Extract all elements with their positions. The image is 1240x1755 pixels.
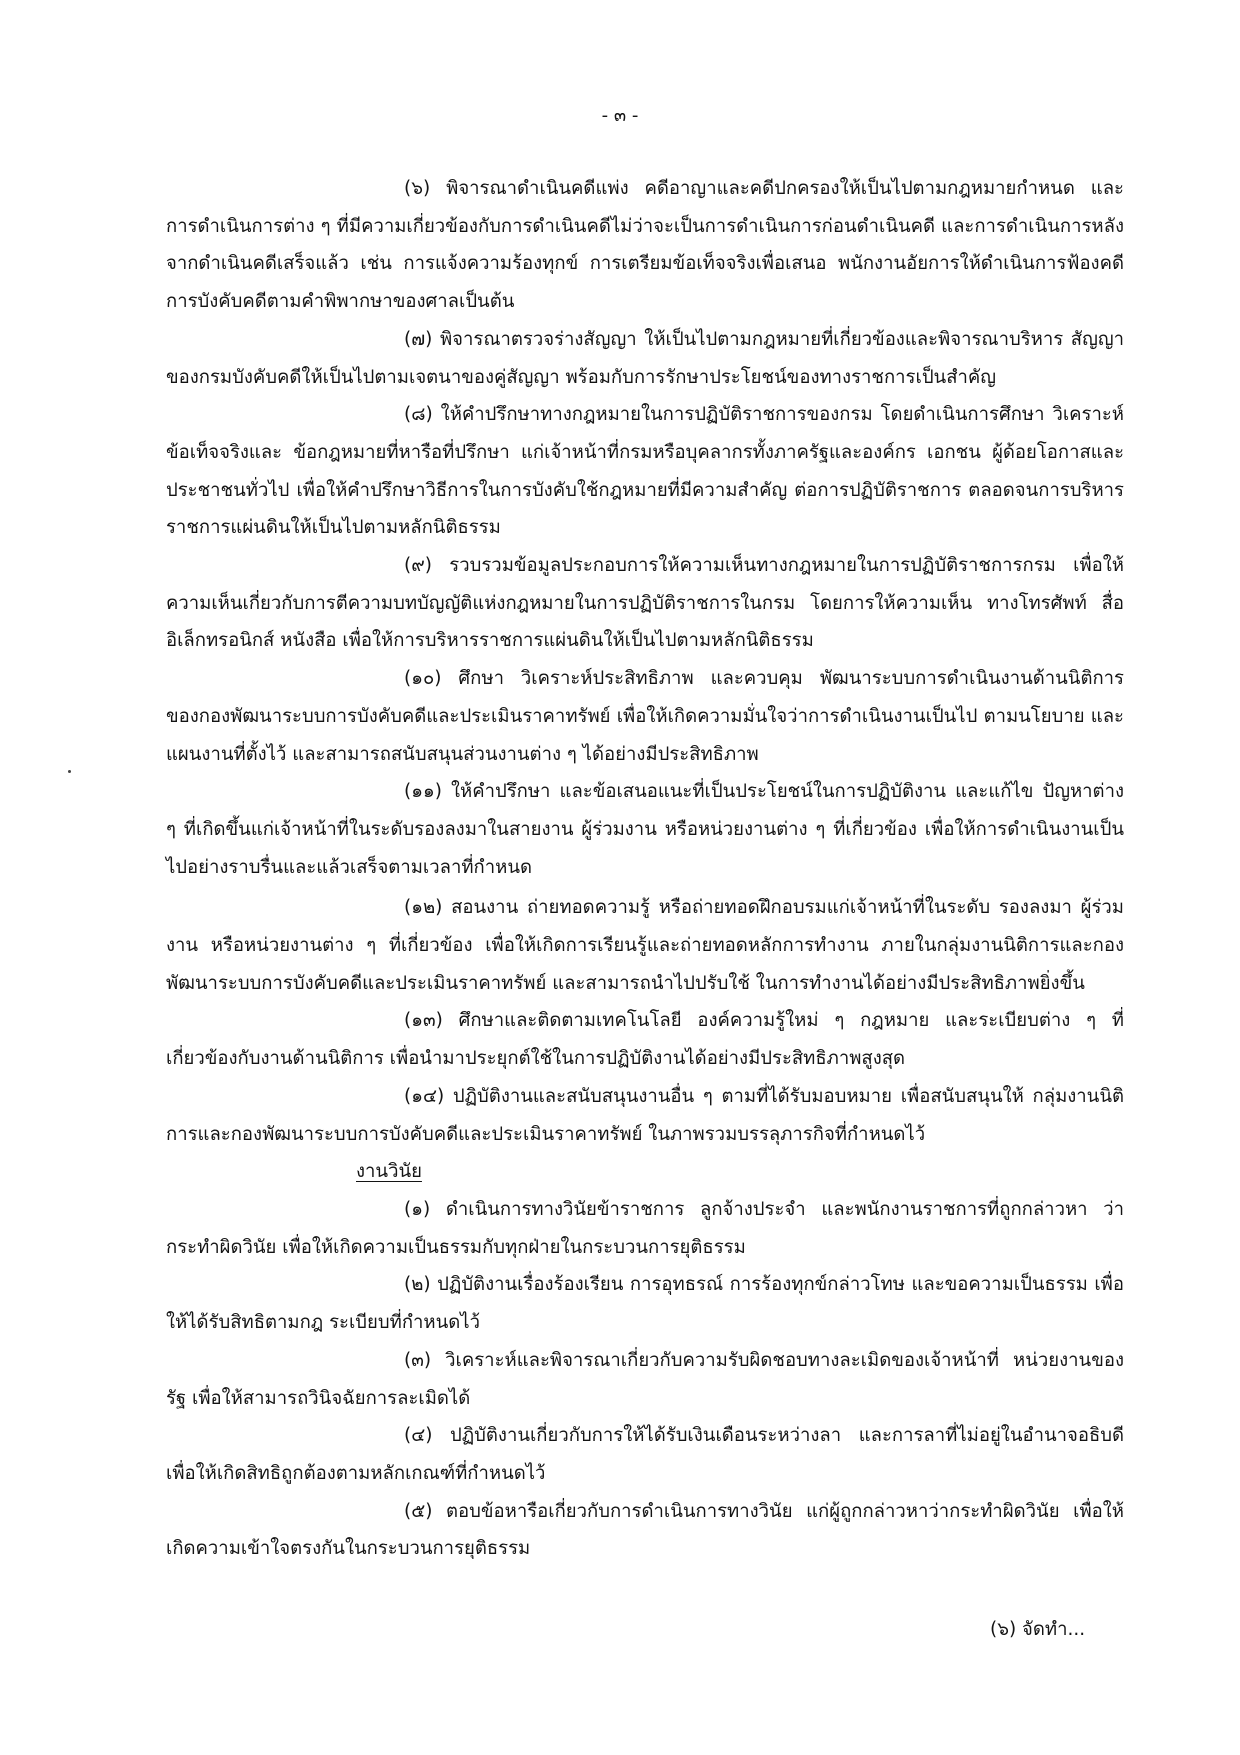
continuation-marker: (๖) จัดทำ... <box>990 1619 1086 1640</box>
document-body <box>166 170 1124 1568</box>
list-item: (๓) วิเคราะห์และพิจารณาเกี่ยวกับความรับผิดชอบทางละเมิดของเจ้าหน้าที่ หน่วยงานของรัฐ เพื่อให้สามารถวินิจฉัยการละเมิดได้ <box>166 1349 1124 1409</box>
list-item: (๗) พิจารณาตรวจร่างสัญญา ให้เป็นไปตามกฎหมายที่เกี่ยวข้องและพิจารณาบริหาร สัญญาของกรมบังคับคดีให้เป็นไปตามเจตนาของคู่สัญญา พร้อมกับการรักษาประโยชน์ของทางราชการเป็นสำคัญ <box>166 328 1124 388</box>
list-item: (๕) ตอบข้อหารือเกี่ยวกับการดำเนินการทางวินัย แก่ผู้ถูกกล่าวหาว่ากระทำผิดวินัย เพื่อให้เกิดความเข้าใจตรงกันในกระบวนการยุติธรรม <box>166 1500 1124 1560</box>
list-item: (๙) รวบรวมข้อมูลประกอบการให้ความเห็นทางกฎหมายในการปฏิบัติราชการกรม เพื่อให้ความเห็นเกี่ยวกับการตีความบทบัญญัติแห่งกฎหมายในการปฏิบัติราชการในกรม โดยการให้ความเห็น ทางโทรศัพท์ สื่ออิเล็กทรอนิกส์ หนังสือ เพื่อให้การบริหารราชการแผ่นดินให้เป็นไปตามหลักนิติธรรม <box>166 555 1124 652</box>
list-item: (๔) ปฏิบัติงานเกี่ยวกับการให้ได้รับเงินเดือนระหว่างลา และการลาที่ไม่อยู่ในอำนาจอธิบดี เพื่อให้เกิดสิทธิถูกต้องตามหลักเกณฑ์ที่กำหนดไว้ <box>166 1425 1124 1484</box>
scan-speck <box>68 770 71 773</box>
list-item: (๑๓) ศึกษาและติดตามเทคโนโลยี องค์ความรู้ใหม่ ๆ กฎหมาย และระเบียบต่าง ๆ ที่เกี่ยวข้องกับงานด้านนิติการ เพื่อนำมาประยุกต์ใช้ในการปฏิบัติงานได้อย่างมีประสิทธิภาพสูงสุด <box>166 1010 1124 1070</box>
list-item: (๒) ปฏิบัติงานเรื่องร้องเรียน การอุทธรณ์ การร้องทุกข์กล่าวโทษ และขอความเป็นธรรม เพื่อให้ได้รับสิทธิตามกฎ ระเบียบที่กำหนดไว้ <box>166 1274 1124 1334</box>
list-item: (๑๔) ปฏิบัติงานและสนับสนุนงานอื่น ๆ ตามที่ได้รับมอบหมาย เพื่อสนับสนุนให้ กลุ่มงานนิติการและกองพัฒนาระบบการบังคับคดีและประเมินราคาทรัพย์ ในภาพรวมบรรลุภารกิจที่กำหนดไว้ <box>166 1085 1124 1145</box>
list-item: (๘) ให้คำปรึกษาทางกฎหมายในการปฏิบัติราชการของกรม โดยดำเนินการศึกษา วิเคราะห์ข้อเท็จจริงและ ข้อกฎหมายที่หารือที่ปรึกษา แก่เจ้าหน้าที่กรมหรือบุคลากรทั้งภาครัฐและองค์กร เอกชน ผู้ด้อยโอกาสและประชาชนทั่วไป เพื่อให้คำปรึกษาวิธีการในการบังคับใช้กฎหมายที่มีความสำคัญ ต่อการปฏิบัติราชการ ตลอดจนการบริหารราชการแผ่นดินให้เป็นไปตามหลักนิติธรรม <box>166 404 1124 539</box>
list-item: (๑๐) ศึกษา วิเคราะห์ประสิทธิภาพ และควบคุม พัฒนาระบบการดำเนินงานด้านนิติการ ของกองพัฒนาระบบการบังคับคดีและประเมินราคาทรัพย์ เพื่อให้เกิดความมั่นใจว่าการดำเนินงานเป็นไป ตามนโยบาย และแผนงานที่ตั้งไว้ และสามารถสนับสนุนส่วนงานต่าง ๆ ได้อย่างมีประสิทธิภาพ <box>166 668 1124 765</box>
section-heading: งานวินัย <box>356 1161 422 1183</box>
list-item: (๖) พิจารณาดำเนินคดีแพ่ง คดีอาญาและคดีปกครองให้เป็นไปตามกฎหมายกำหนด และการดำเนินการต่าง ๆ ที่มีความเกี่ยวข้องกับการดำเนินคดีไม่ว่าจะเป็นการดำเนินการก่อนดำเนินคดี และการดำเนินการหลังจากดำเนินคดีเสร็จแล้ว เช่น การแจ้งความร้องทุกข์ การเตรียมข้อเท็จจริงเพื่อเสนอ พนักงานอัยการให้ดำเนินการฟ้องคดี การบังคับคดีตามคำพิพากษาของศาลเป็นต้น <box>166 178 1124 313</box>
list-item: (๑๒) สอนงาน ถ่ายทอดความรู้ หรือถ่ายทอดฝึกอบรมแก่เจ้าหน้าที่ในระดับ รองลงมา ผู้ร่วมงาน หรือหน่วยงานต่าง ๆ ที่เกี่ยวข้อง เพื่อให้เกิดการเรียนรู้และถ่ายทอดหลักการทำงาน ภายในกลุ่มงานนิติการและกองพัฒนาระบบการบังคับคดีและประเมินราคาทรัพย์ และสามารถนำไปปรับใช้ ในการทำงานได้อย่างมีประสิทธิภาพยิ่งขึ้น <box>166 897 1124 994</box>
list-item: (๑๑) ให้คำปรึกษา และข้อเสนอแนะที่เป็นประโยชน์ในการปฏิบัติงาน และแก้ไข ปัญหาต่าง ๆ ที่เกิดขึ้นแก่เจ้าหน้าที่ในระดับรองลงมาในสายงาน ผู้ร่วมงาน หรือหน่วยงานต่าง ๆ ที่เกี่ยวข้อง เพื่อให้การดำเนินงานเป็นไปอย่างราบรื่นและแล้วเสร็จตามเวลาที่กำหนด <box>166 781 1124 878</box>
list-item: (๑) ดำเนินการทางวินัยข้าราชการ ลูกจ้างประจำ และพนักงานราชการที่ถูกกล่าวหา ว่ากระทำผิดวินัย เพื่อให้เกิดความเป็นธรรมกับทุกฝ่ายในกระบวนการยุติธรรม <box>166 1198 1124 1258</box>
page-number: - ๓ - <box>601 105 639 126</box>
